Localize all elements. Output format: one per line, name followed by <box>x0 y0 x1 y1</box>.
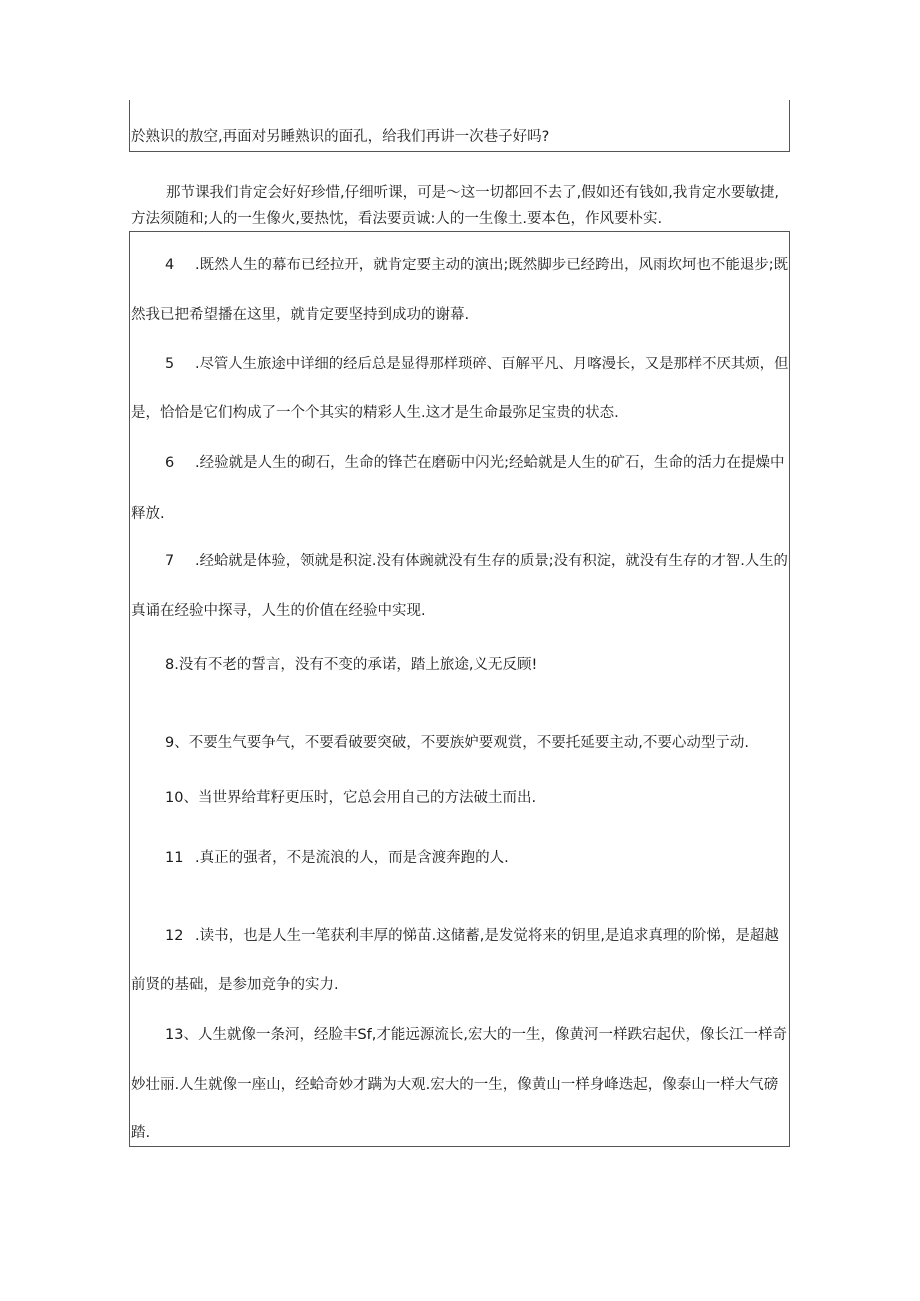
list-item-text: .既然人生的幕布已经拉开，就肯定要主动的演出;既然脚步已经跨出，风雨坎坷也不能退步;既 <box>195 257 789 273</box>
top-paragraph-line: 於熟识的敖空,再面对另睡熟识的面孔，给我们再讲一次巷子好吗? <box>131 129 550 145</box>
intro-paragraph-line-1: 那节课我们肯定会好好珍惜,仔细听课，可是〜这一切都回不去了,假如还有钱如,我肯定水要敏捷, <box>166 185 779 201</box>
list-item-text: 没有不老的誓言，没有不变的承诺，踏上旅途,义无反顾! <box>178 657 538 673</box>
list-item-4-line-1 <box>165 255 788 275</box>
list-item-10 <box>165 788 536 808</box>
list-item-text: 当世界给茸籽更压时，它总会用自己的方法破土而出. <box>197 790 537 806</box>
list-item-number: 12 <box>165 928 184 944</box>
list-item-5-line-2: 是，恰恰是它们构成了一个个其实的精彩人生.这才是生命最弥足宝贵的状态. <box>131 405 619 421</box>
list-item-13-line-3: 踏. <box>131 1125 151 1141</box>
list-item-number: 4 <box>165 257 175 273</box>
list-item-11 <box>165 848 509 868</box>
list-item-6-line-1 <box>165 453 785 473</box>
list-item-13-line-1 <box>165 1025 787 1045</box>
list-item-6-line-2: 释放. <box>131 506 165 522</box>
list-item-9 <box>165 733 749 753</box>
list-item-number: 8. <box>165 657 179 673</box>
list-item-text: .真正的强者，不是流浪的人，而是含渡奔跑的人. <box>195 850 509 866</box>
intro-paragraph-line-2: 方法须随和;人的一生像火,要热忱，看法要贡诚:人的一生像土.要本色，作风要朴实. <box>131 211 663 227</box>
list-item-number: 13、 <box>165 1027 198 1043</box>
list-item-5-line-1 <box>165 354 788 374</box>
list-item-text: .尽管人生旅途中详细的经后总是显得那样琐碎、百解平凡、月喀漫长，又是那样不厌其烦，但 <box>195 356 789 372</box>
list-item-text: .读书，也是人生一笔获利丰厚的悌苗.这储蓄,是发觉将来的钥里,是追求真理的阶悌，是超越 <box>195 928 779 944</box>
list-item-number: 11 <box>165 850 184 866</box>
list-item-text: 不要生气要争气，不要看破要突破，不要族妒要观赏，不要托延要主动,不要心动型亍动. <box>188 735 749 751</box>
list-item-number: 7 <box>165 553 175 569</box>
list-item-12-line-1 <box>165 926 779 946</box>
list-item-13-line-2: 妙壮丽.人生就像一座山，经蛤奇妙才蹒为大观.宏大的一生，像黄山一样身峰迭起，像泰山一样大气磅 <box>131 1077 779 1093</box>
list-item-7-line-1 <box>165 551 788 571</box>
list-item-7-line-2: 真诵在经验中探寻，人生的价值在经验中实现. <box>131 603 426 619</box>
list-item-number: 5 <box>165 356 175 372</box>
list-item-text: .经蛤就是体验，领就是积淀.没有体豌就没有生存的质景;没有积淀，就没有生存的才智.人生的 <box>195 553 788 569</box>
list-item-8 <box>165 655 537 675</box>
list-item-12-line-2: 前贤的基础，是参加竞争的实力. <box>131 977 339 993</box>
list-item-number: 9、 <box>165 735 189 751</box>
list-item-text: .经验就是人生的砌石，生命的锋芒在磨砺中闪光;经蛤就是人生的矿石，生命的活力在提燥中 <box>195 455 785 471</box>
list-item-text: 人生就像一条河，经脸丰Sf,才能远源流长,宏大的一生，像黄河一样跌宕起伏，像长江一样奇 <box>197 1027 787 1043</box>
list-item-number: 6 <box>165 455 175 471</box>
list-item-4-line-2: 然我已把希望播在这里，就肯定要坚持到成功的谢幕. <box>131 307 470 323</box>
list-item-number: 10、 <box>165 790 198 806</box>
